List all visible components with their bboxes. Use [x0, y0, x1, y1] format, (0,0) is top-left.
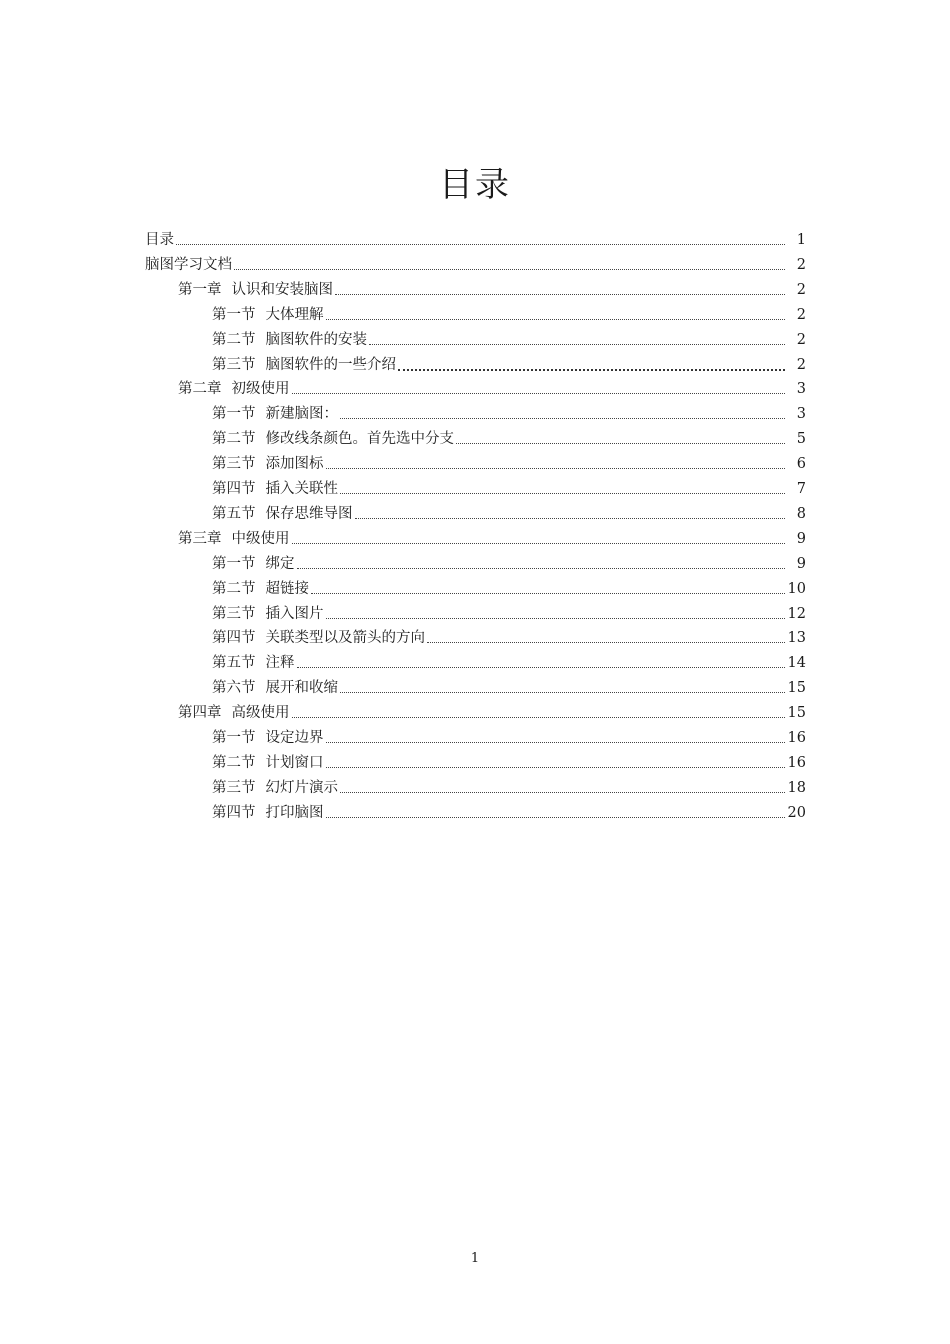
toc-entry-number: 第五节	[212, 505, 256, 522]
toc-entry[interactable]	[212, 453, 806, 475]
toc-entry[interactable]	[212, 329, 806, 351]
toc-entry-number: 第一节	[212, 555, 256, 572]
toc-dot-leader	[335, 293, 785, 295]
page-number: 1	[470, 1251, 480, 1266]
toc-entry-label	[212, 553, 295, 575]
toc-entry-text: 展开和收缩	[265, 680, 338, 697]
toc-entry-label	[212, 727, 324, 749]
toc-entry[interactable]	[212, 727, 806, 749]
toc-entry-number: 第六节	[212, 680, 256, 697]
toc-dot-leader	[176, 243, 785, 245]
toc-dot-leader	[398, 368, 785, 371]
toc-dot-leader	[326, 617, 785, 619]
toc-dot-leader	[311, 592, 785, 594]
toc-page-number: 6	[796, 456, 806, 473]
toc-page-number: 18	[787, 779, 806, 796]
toc-entry[interactable]	[212, 627, 806, 649]
toc-dot-leader	[297, 567, 786, 569]
toc-entry-text: 插入图片	[265, 605, 324, 622]
toc-entry-text: 关联类型以及箭头的方向	[265, 630, 425, 647]
toc-entry[interactable]	[212, 478, 806, 500]
toc-entry-label	[212, 329, 367, 351]
toc-entry[interactable]	[178, 378, 806, 400]
toc-entry[interactable]	[178, 702, 806, 724]
toc-entry-label	[212, 403, 338, 425]
toc-entry[interactable]	[145, 229, 806, 251]
toc-dot-leader	[340, 791, 785, 793]
toc-page-number: 13	[787, 630, 806, 647]
toc-entry-text: 计划窗口	[265, 754, 324, 771]
toc-page-number: 9	[796, 555, 806, 572]
toc-entry-label	[178, 378, 290, 400]
toc-dot-leader	[340, 492, 785, 494]
toc-entry-label	[212, 503, 353, 525]
toc-entry[interactable]	[212, 802, 806, 824]
toc-page-number: 16	[787, 754, 806, 771]
toc-page-number: 16	[787, 730, 806, 746]
toc-entry-text: 认识和安装脑图	[231, 281, 333, 298]
toc-entry-number: 第二节	[212, 580, 256, 597]
toc-entry-text: 保存思维导图	[265, 505, 353, 522]
toc-entry[interactable]	[212, 403, 806, 425]
toc-page-number: 2	[796, 306, 806, 323]
toc-entry-label	[212, 478, 338, 500]
toc-entry-number: 第一节	[212, 306, 256, 323]
toc-entry-label	[212, 304, 324, 326]
toc-entry-number: 第四节	[212, 804, 256, 821]
toc-entry-label	[212, 802, 324, 824]
toc-entry-text: 打印脑图	[265, 804, 324, 821]
toc-entry-number: 第二节	[212, 431, 256, 448]
toc-dot-leader	[292, 716, 785, 718]
toc-entry-number: 第三节	[212, 356, 256, 373]
toc-entry-label	[145, 254, 232, 276]
toc-dot-leader	[326, 741, 785, 743]
toc-page-number: 10	[787, 580, 806, 597]
toc-page-number: 20	[787, 804, 806, 821]
toc-entry-number: 第二节	[212, 331, 256, 348]
toc-dot-leader	[234, 268, 785, 270]
toc-dot-leader	[355, 517, 786, 519]
toc-entry-number: 第四节	[212, 481, 256, 497]
toc-page-number: 5	[796, 431, 806, 448]
toc-entry-label	[178, 528, 290, 550]
toc-dot-leader	[369, 343, 785, 345]
toc-entry-number: 第二节	[212, 754, 256, 771]
toc-entry-text: 绑定	[265, 555, 295, 572]
toc-entry-text: 脑图软件的安装	[265, 331, 367, 348]
toc-entry[interactable]	[212, 652, 806, 674]
toc-page-number: 2	[796, 356, 806, 373]
toc-entry[interactable]	[212, 777, 806, 799]
toc-page-number: 12	[787, 605, 806, 622]
toc-entry-text: 超链接	[265, 580, 309, 597]
toc-page-number: 8	[796, 505, 806, 522]
toc-entry-number: 第一节	[212, 730, 256, 746]
toc-entry-number: 第三节	[212, 605, 256, 622]
toc-entry-text: 新建脑图：	[265, 406, 338, 423]
toc-entry[interactable]	[212, 578, 806, 600]
toc-entry[interactable]	[212, 553, 806, 575]
toc-entry-number: 第四章	[178, 705, 222, 722]
toc-dot-leader	[292, 542, 786, 544]
toc-entry-label	[212, 578, 309, 600]
toc-page-number: 7	[796, 481, 806, 497]
toc-page-number: 15	[787, 705, 806, 722]
toc-entry-text: 目录	[145, 232, 174, 248]
toc-entry-text: 高级使用	[231, 705, 290, 722]
toc-entry-text: 修改线条颜色。首先选中分支	[265, 431, 454, 448]
toc-dot-leader	[340, 691, 785, 693]
toc-dot-leader	[326, 467, 786, 469]
toc-page-number: 2	[796, 281, 806, 298]
toc-entry-number: 第一章	[178, 281, 222, 298]
toc-entry-label	[212, 652, 295, 674]
toc-dot-leader	[340, 417, 785, 419]
toc-dot-leader	[292, 392, 786, 394]
toc-entry-label	[212, 677, 338, 699]
toc-entry[interactable]	[212, 354, 806, 376]
toc-entry-text: 大体理解	[265, 306, 324, 323]
toc-page-number: 9	[796, 530, 806, 547]
toc-entry-text: 中级使用	[231, 530, 290, 547]
toc-entry-label	[145, 229, 174, 251]
toc-entry-label	[212, 603, 324, 625]
toc-page-number: 3	[796, 381, 806, 398]
page-title: 目录	[439, 164, 511, 205]
toc-entry[interactable]	[178, 279, 806, 301]
toc-entry[interactable]	[212, 503, 806, 525]
toc-dot-leader	[456, 442, 785, 444]
toc-entry[interactable]	[212, 677, 806, 699]
toc-entry-label	[212, 752, 324, 774]
toc-entry-number: 第四节	[212, 630, 256, 647]
toc-entry-text: 注释	[265, 655, 295, 672]
toc-page-number: 14	[787, 655, 806, 672]
toc-dot-leader	[326, 766, 785, 768]
toc-entry[interactable]	[178, 528, 806, 550]
toc-entry-text: 脑图学习文档	[145, 256, 232, 273]
toc-entry-number: 第二章	[178, 381, 222, 398]
toc-entry-number: 第三节	[212, 779, 256, 796]
toc-dot-leader	[326, 318, 786, 320]
toc-entry-number: 第五节	[212, 655, 256, 672]
toc-page-number: 15	[787, 680, 806, 697]
toc-entry-number: 第三节	[212, 456, 256, 473]
toc-entry-text: 设定边界	[265, 730, 324, 746]
toc-entry-label	[212, 428, 454, 450]
toc-entry-label	[212, 777, 338, 799]
toc-dot-leader	[326, 816, 785, 818]
toc-entry[interactable]	[145, 254, 806, 276]
toc-entry-label	[178, 279, 333, 301]
toc-page-number: 3	[796, 406, 806, 423]
toc-entry-label	[212, 453, 324, 475]
toc-entry-text: 添加图标	[265, 456, 324, 473]
toc-entry-text: 插入关联性	[265, 481, 338, 497]
toc-entry-label	[212, 627, 425, 649]
toc-entry-text: 初级使用	[231, 381, 290, 398]
toc-entry[interactable]	[212, 752, 806, 774]
toc-entry[interactable]	[212, 304, 806, 326]
toc-entry-number: 第一节	[212, 406, 256, 423]
toc-dot-leader	[297, 666, 785, 668]
toc-entry-label	[178, 702, 290, 724]
toc-entry[interactable]	[212, 603, 806, 625]
toc-entry-number: 第三章	[178, 530, 222, 547]
toc-page-number: 2	[796, 256, 806, 273]
toc-entry-text: 脑图软件的一些介绍	[265, 356, 396, 373]
toc-dot-leader	[427, 641, 785, 643]
toc-entry-text: 幻灯片演示	[265, 779, 338, 796]
toc-page-number: 2	[796, 331, 806, 348]
toc-page-number: 1	[796, 232, 806, 248]
toc-entry-label	[212, 354, 396, 376]
toc-entry[interactable]	[212, 428, 806, 450]
